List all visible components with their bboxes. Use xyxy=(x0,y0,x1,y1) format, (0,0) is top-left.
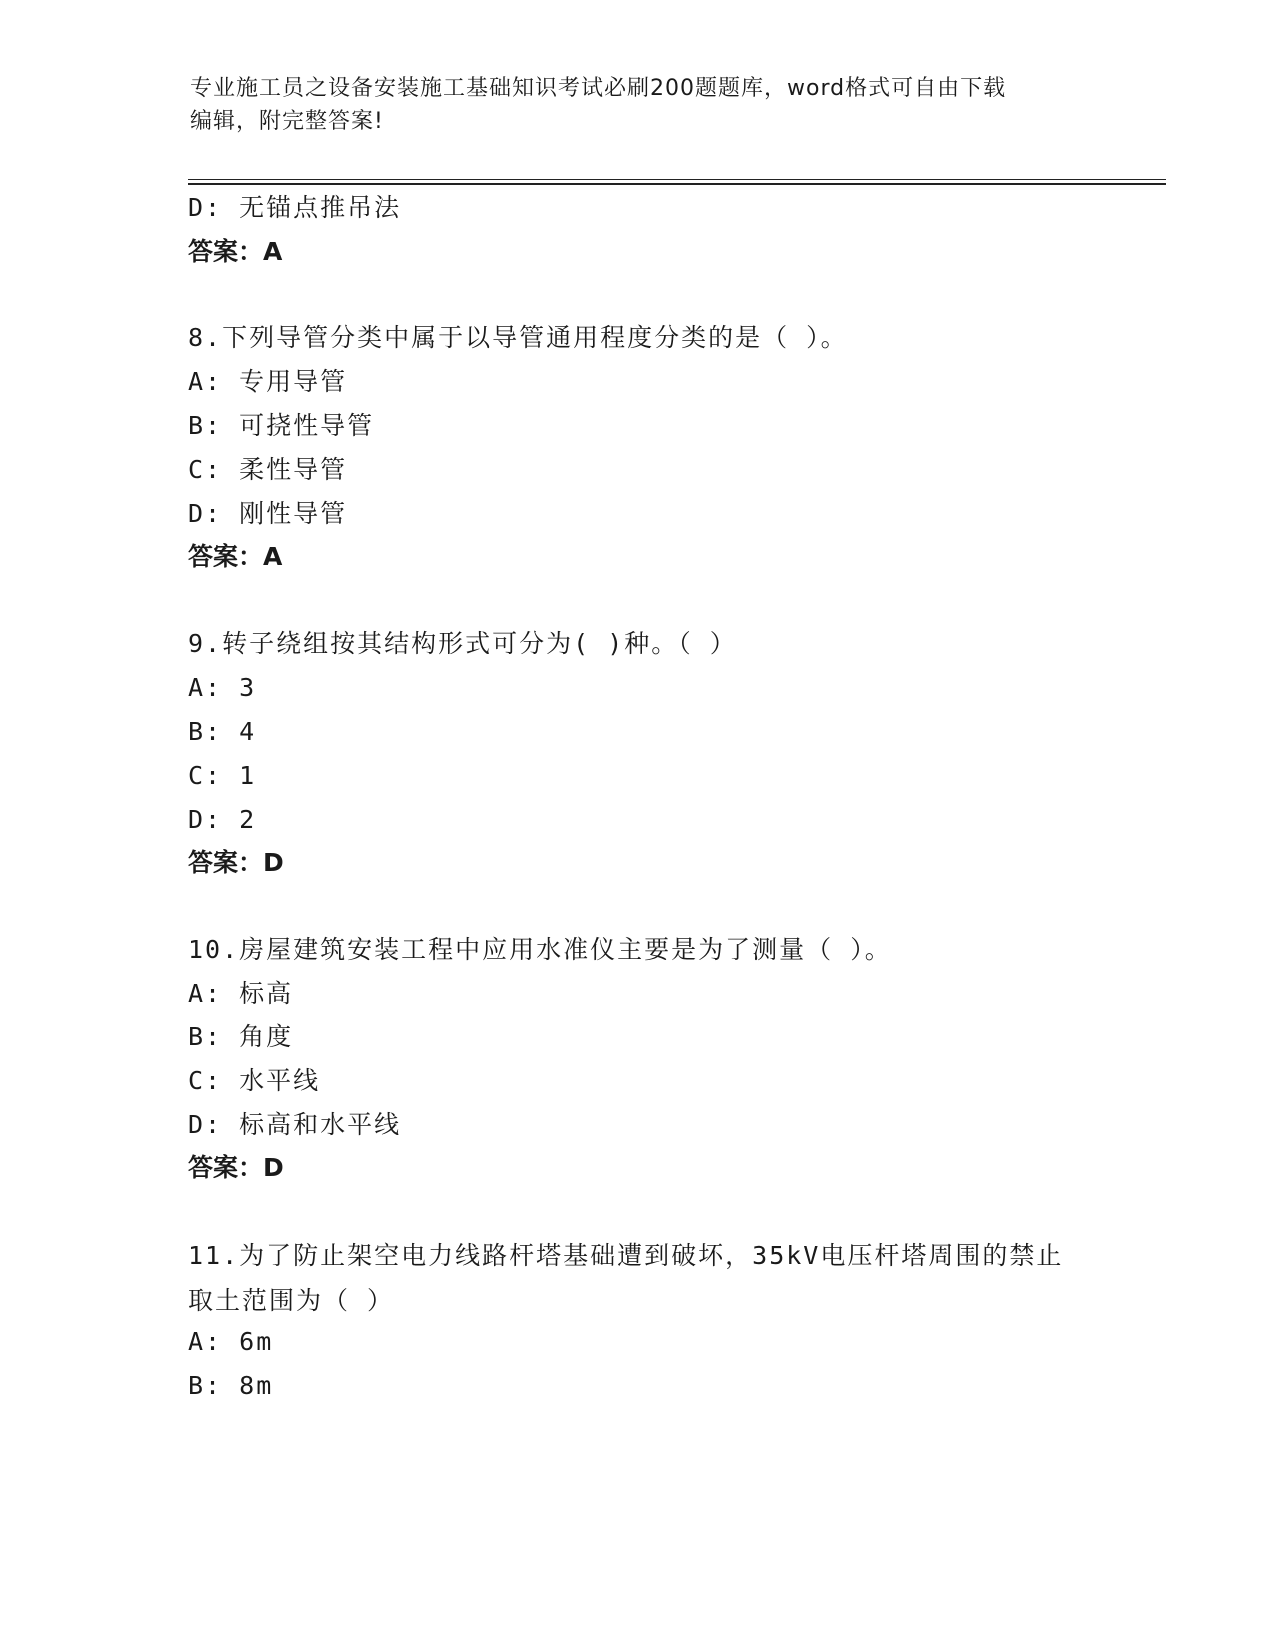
q10-question: 10.房屋建筑安装工程中应用水准仪主要是为了测量（ ）。 xyxy=(188,935,892,964)
q8-question: 8.下列导管分类中属于以导管通用程度分类的是（ ）。 xyxy=(188,323,848,352)
q7-answer: 答案：A xyxy=(188,237,283,266)
document-header xyxy=(190,72,1090,138)
q8-option-a: A: 专用导管 xyxy=(188,367,348,396)
q8-option-b: B: 可挠性导管 xyxy=(188,411,375,440)
q8-option-d: D: 刚性导管 xyxy=(188,499,348,528)
q10-answer: 答案：D xyxy=(188,1153,284,1182)
q9-option-b: B: 4 xyxy=(188,717,257,746)
q11-option-a: A: 6m xyxy=(188,1327,274,1356)
q9-question: 9.转子绕组按其结构形式可分为( )种。（ ） xyxy=(188,629,737,658)
header-divider-thin xyxy=(188,179,1166,180)
q10-option-b: B: 角度 xyxy=(188,1022,294,1051)
q8-option-c: C: 柔性导管 xyxy=(188,455,348,484)
q9-option-d: D: 2 xyxy=(188,805,257,834)
q9-option-c: C: 1 xyxy=(188,761,257,790)
q10-option-c: C: 水平线 xyxy=(188,1066,321,1095)
q11-question: 11.为了防止架空电力线路杆塔基础遭到破坏，35kV电压杆塔周围的禁止取土范围为（ ） xyxy=(188,1241,1064,1315)
q10-option-a: A: 标高 xyxy=(188,979,294,1008)
q10-option-d: D: 标高和水平线 xyxy=(188,1110,402,1139)
header-title-line1: 专业施工员之设备安装施工基础知识考试必刷200题题库，word格式可自由下载 xyxy=(190,76,1007,101)
q11-option-b: B: 8m xyxy=(188,1371,274,1400)
q7-option-d: D: 无锚点推吊法 xyxy=(188,193,402,222)
header-divider-thick xyxy=(188,183,1166,185)
q9-option-a: A: 3 xyxy=(188,673,257,702)
q9-answer: 答案：D xyxy=(188,848,284,877)
header-title-line2: 编辑，附完整答案! xyxy=(190,109,384,134)
q8-answer: 答案：A xyxy=(188,542,283,571)
